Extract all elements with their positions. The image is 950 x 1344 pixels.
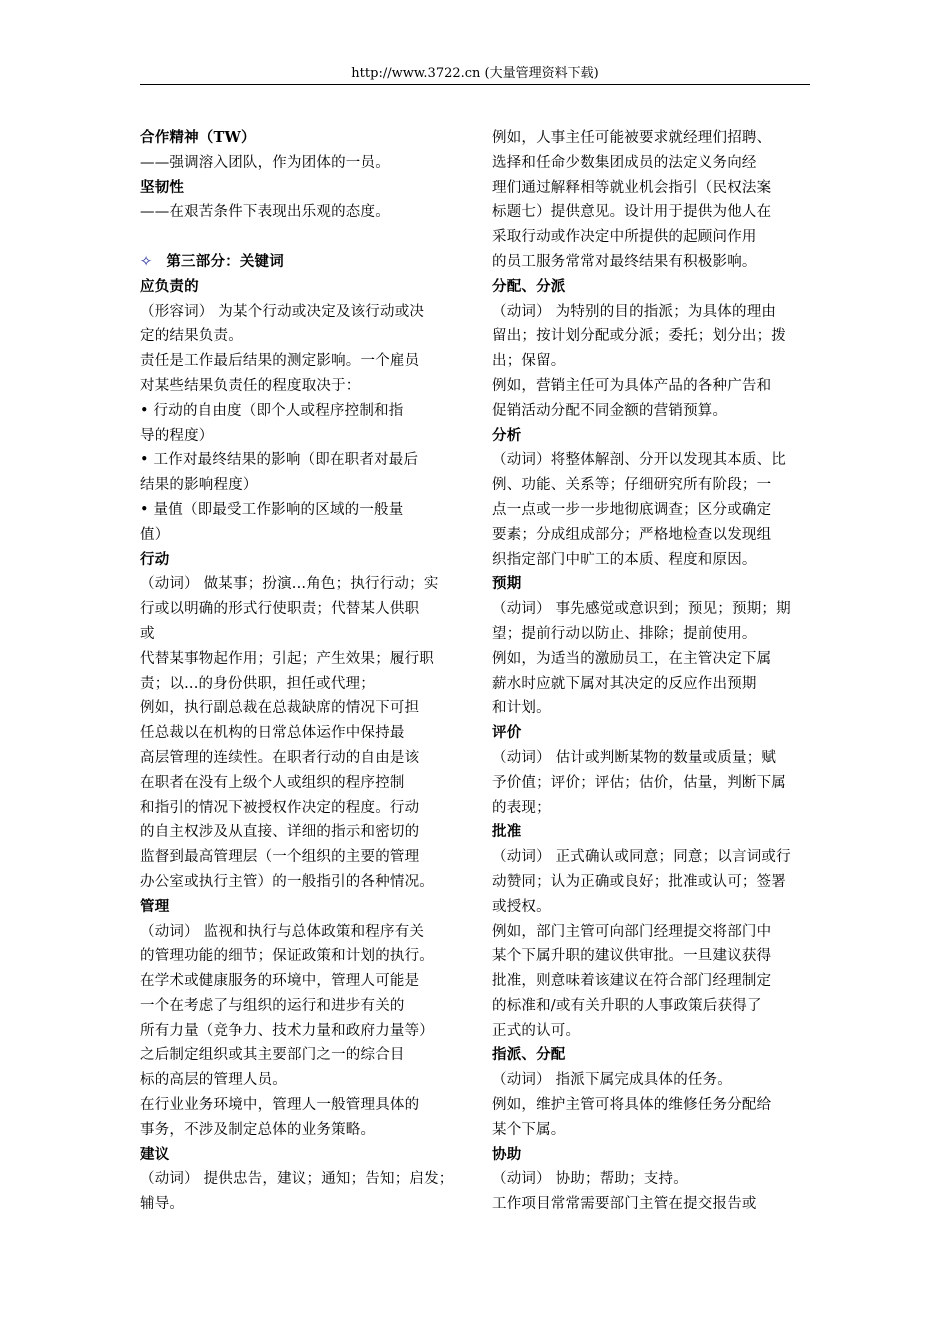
body-line: 责；以...的身份供职，担任或代理； <box>140 675 375 692</box>
body-line: 的员工服务常常对最终结果有积极影响。 <box>492 253 757 270</box>
body-line: 某个下属升职的建议供审批。一旦建议获得 <box>492 948 772 965</box>
body-line: 予价值；评价；评估；估价，估量，判断下属 <box>492 774 786 791</box>
term-heading: 分配、分派 <box>492 277 566 295</box>
term-heading: 指派、分配 <box>492 1046 566 1064</box>
body-line: 工作项目常常需要部门主管在提交报告或 <box>492 1196 757 1213</box>
body-line: 点一点或一步一步地彻底调查；区分或确定 <box>492 501 772 518</box>
body-line: 或授权。 <box>492 898 551 915</box>
body-line: 例如，为适当的激励员工，在主管决定下属 <box>492 650 772 667</box>
term-heading: 评价 <box>492 724 522 742</box>
body-line: 动赞同；认为正确或良好；批准或认可；签署 <box>492 873 786 890</box>
spacer <box>140 225 460 250</box>
body-line: （动词）将整体解剖、分开以发现其本质、比 <box>492 452 786 469</box>
body-line: 例如，维护主管可将具体的维修任务分配给 <box>492 1097 772 1114</box>
body-line: ——强调溶入团队，作为团体的一员。 <box>140 154 390 171</box>
body-line: 的标准和/或有关升职的人事政策后获得了 <box>492 997 762 1014</box>
body-line: 例如，部门主管可向部门经理提交将部门中 <box>492 923 772 940</box>
body-line: （动词） 估计或判断某物的数量或质量；赋 <box>492 749 777 766</box>
body-line: 理们通过解释相等就业机会指引（民权法案 <box>492 179 772 196</box>
body-line: （动词） 监视和执行与总体政策和程序有关 <box>140 923 425 940</box>
diamond-bullet-icon: ✧ <box>140 253 153 270</box>
body-line: 责任是工作最后结果的测定影响。一个雇员 <box>140 353 420 370</box>
bullet-line: • 行动的自由度（即个人或程序控制和指 <box>140 402 404 419</box>
body-line: （动词） 为特别的目的指派；为具体的理由 <box>492 303 777 320</box>
body-line: 辅导。 <box>140 1196 185 1213</box>
bullet-line: • 量值（即最受工作影响的区域的一般量 <box>140 501 404 518</box>
body-line: （动词） 协助；帮助；支持。 <box>492 1171 688 1188</box>
body-line: 选择和任命少数集团成员的法定义务向经 <box>492 154 757 171</box>
term-heading: 批准 <box>492 823 522 841</box>
term-heading: 建议 <box>140 1145 170 1163</box>
body-line: 在行业业务环境中，管理人一般管理具体的 <box>140 1097 420 1114</box>
body-line: 的表现； <box>492 799 551 816</box>
body-line: 织指定部门中旷工的本质、程度和原因。 <box>492 551 757 568</box>
body-line: 例如，人事主任可能被要求就经理们招聘、 <box>492 130 772 146</box>
term-heading: 协助 <box>492 1145 522 1163</box>
body-line: 某个下属。 <box>492 1121 566 1138</box>
body-line: ——在艰苦条件下表现出乐观的态度。 <box>140 204 390 221</box>
body-line: 和计划。 <box>492 700 551 717</box>
body-line: 标题七）提供意见。设计用于提供为他人在 <box>492 204 772 221</box>
body-line: 导的程度） <box>140 427 214 444</box>
body-line: 值） <box>140 526 170 543</box>
body-line: （动词） 指派下属完成具体的任务。 <box>492 1072 733 1089</box>
term-heading: 管理 <box>140 897 170 915</box>
body-line: 和指引的情况下被授权作决定的程度。行动 <box>140 799 420 816</box>
body-line: 在职者在没有上级个人或组织的程序控制 <box>140 774 405 791</box>
body-line: 所有力量（竞争力、技术力量和政府力量等） <box>140 1022 434 1039</box>
body-line: 事务，不涉及制定总体的业务策略。 <box>140 1121 376 1138</box>
body-line: 或 <box>140 625 155 642</box>
body-line: 行或以明确的形式行使职责；代替某人供职 <box>140 601 420 618</box>
body-line: （动词） 正式确认或同意；同意；以言词或行 <box>492 849 791 866</box>
body-line: 例如，营销主任可为具体产品的各种广告和 <box>492 377 772 394</box>
body-line: 代替某事物起作用；引起；产生效果；履行职 <box>140 650 434 667</box>
body-line: 在学术或健康服务的环境中，管理人可能是 <box>140 973 420 990</box>
body-line: 例如，执行副总裁在总裁缺席的情况下可担 <box>140 700 420 717</box>
body-line: （形容词） 为某个行动或决定及该行动或决 <box>140 303 425 320</box>
left-column <box>140 126 460 1217</box>
section-title <box>140 250 460 275</box>
body-line: 一个在考虑了与组织的运行和进步有关的 <box>140 997 405 1014</box>
body-line: 批准，则意味着该建议在符合部门经理制定 <box>492 973 772 990</box>
body-line: 定的结果负责。 <box>140 328 243 345</box>
body-line: 望；提前行动以防止、排除；提前使用。 <box>492 625 757 642</box>
body-line: 任总裁以在机构的日常总体运作中保持最 <box>140 725 405 742</box>
term-heading: 预期 <box>492 575 522 593</box>
term-heading: 行动 <box>140 550 170 568</box>
body-line: 对某些结果负责任的程度取决于： <box>140 377 361 394</box>
body-line: 薪水时应就下属对其决定的反应作出预期 <box>492 675 757 692</box>
body-line: （动词） 事先感觉或意识到；预见；预期；期 <box>492 601 791 618</box>
header-divider <box>140 84 810 85</box>
body-line: 出；保留。 <box>492 353 566 370</box>
body-line: 办公室或执行主管）的一般指引的各种情况。 <box>140 873 434 890</box>
term-heading: 坚韧性 <box>140 178 185 196</box>
term-heading: 应负责的 <box>140 277 199 295</box>
right-column <box>492 126 812 1217</box>
body-line: 留出；按计划分配或分派；委托；划分出；拨 <box>492 328 786 345</box>
body-line: （动词） 提供忠告，建议；通知；告知；启发； <box>140 1171 454 1188</box>
term-heading: 合作精神（TW） <box>140 129 256 146</box>
body-line: 监督到最高管理层（一个组织的主要的管理 <box>140 849 420 866</box>
body-line: 正式的认可。 <box>492 1022 581 1039</box>
body-line: 采取行动或作决定中所提供的起顾问作用 <box>492 229 757 246</box>
body-line: 例、功能、关系等；仔细研究所有阶段；一 <box>492 477 772 494</box>
body-line: 要素；分成组成部分；严格地检查以发现组 <box>492 526 772 543</box>
page-header: http://www.3722.cn (大量管理资料下载) <box>351 66 599 81</box>
body-line: 的自主权涉及从直接、详细的指示和密切的 <box>140 824 420 841</box>
bullet-line: • 工作对最终结果的影响（即在职者对最后 <box>140 452 419 469</box>
body-line: 之后制定组织或其主要部门之一的综合目 <box>140 1047 405 1064</box>
body-line: 高层管理的连续性。在职者行动的自由是该 <box>140 749 420 766</box>
body-line: （动词） 做某事；扮演...角色；执行行动；实 <box>140 576 439 593</box>
term-heading: 分析 <box>492 426 522 444</box>
section-title-text: 第三部分：关键词 <box>166 252 284 270</box>
body-line: 标的高层的管理人员。 <box>140 1072 287 1089</box>
body-line: 促销活动分配不同金额的营销预算。 <box>492 402 728 419</box>
body-line: 的管理功能的细节；保证政策和计划的执行。 <box>140 948 434 965</box>
body-line: 结果的影响程度） <box>140 477 258 494</box>
